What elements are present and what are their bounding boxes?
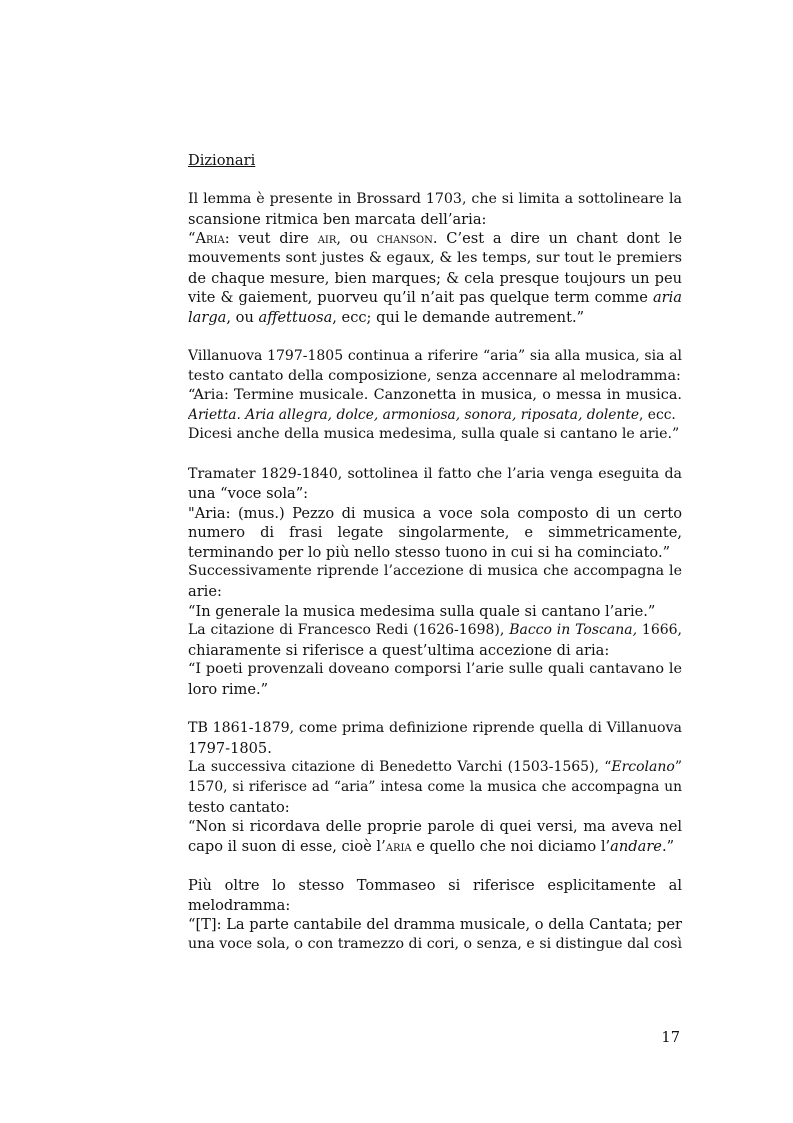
paragraph-tb [188, 719, 682, 856]
text-line: Arietta. Aria allegra, dolce, armoniosa, sonora, riposata, dolente, ecc. [188, 406, 676, 423]
text-line: testo cantato: [188, 798, 290, 816]
text-line: melodramma: [188, 896, 291, 914]
text-line: "Aria: (mus.) Pezzo di musica a voce sola composto di un certo [188, 504, 682, 522]
text-line: chiaramente si riferisce a quest’ultima accezione di aria: [188, 641, 610, 659]
text-line: La successiva citazione di Benedetto Varchi (1503-1565), “Ercolano” [188, 759, 682, 776]
paragraph-tramater [188, 465, 682, 700]
text-line: Successivamente riprende l’accezione di musica che accompagna le [188, 563, 682, 580]
text-line: larga, ou affettuosa, ecc; qui le demande autrement.” [188, 308, 585, 326]
text-line: La citazione di Francesco Redi (1626-1698), Bacco in Toscana, 1666, [188, 622, 682, 639]
text-line: vite & gaiement, puorveu qu’il n’ait pas quelque term comme aria [188, 289, 682, 307]
text-line: Dicesi anche della musica medesima, sulla quale si cantano le arie.” [188, 426, 680, 443]
text-line: 1570, si riferisce ad “aria” intesa come la musica che accompagna un [188, 779, 682, 795]
paragraph-brossard [188, 190, 682, 327]
section-heading: Dizionari [188, 152, 256, 169]
text-line: Il lemma è presente in Brossard 1703, che si limita a sottolineare la [188, 191, 682, 208]
text-line: “In generale la musica medesima sulla quale si cantano l’arie.” [188, 602, 656, 620]
text-line: Villanuova 1797-1805 continua a riferire “aria” sia alla musica, sia al [188, 347, 682, 364]
paragraph-tommaseo [188, 876, 682, 954]
text-line: Più oltre lo stesso Tommaseo si riferisce esplicitamente al [188, 876, 682, 894]
text-line: arie: [188, 583, 222, 601]
text-line: “Non si ricordava delle proprie parole di quei versi, ma aveva nel [188, 818, 682, 836]
text-line: numero di frasi legate singolarmente, e simmetricamente, [188, 524, 682, 542]
text-line: scansione ritmica ben marcata dell’aria: [188, 210, 487, 228]
page-body [188, 151, 682, 954]
text-line: terminando per lo più nello stesso tuono in cui si ha cominciato.” [188, 543, 671, 561]
text-line: “Aria: veut dire air, ou chanson. C’est a dire un chant dont le [188, 230, 682, 248]
text-line: una voce sola, o con tramezzo di cori, o senza, e si distingue dal così [188, 935, 682, 952]
text-line: mouvements sont justes & egaux, & les temps, sur tout le premiers [188, 249, 682, 266]
text-line: de chaque mesure, bien marques; & cela presque toujours un peu [188, 269, 682, 287]
text-line: capo il suon di esse, cioè l’aria e quello che noi diciamo l’andare.” [188, 837, 675, 855]
text-line: TB 1861-1879, come prima definizione riprende quella di Villanuova [188, 720, 682, 737]
text-line: una “voce sola”: [188, 485, 309, 503]
text-line: “I poeti provenzali doveano comporsi l’arie sulle quali cantavano le [188, 661, 682, 678]
text-line: loro rime.” [188, 681, 269, 699]
paragraph-villanuova [188, 347, 682, 445]
text-line: “Aria: Termine musicale. Canzonetta in musica, o messa in musica. [188, 387, 682, 404]
text-line: 1797-1805. [188, 739, 272, 757]
text-line: “[T]: La parte cantabile del dramma musicale, o della Cantata; per [188, 916, 682, 934]
text-line: testo cantato della composizione, senza accennare al melodramma: [188, 367, 681, 384]
text-line: Tramater 1829-1840, sottolinea il fatto che l’aria venga eseguita da [188, 465, 682, 482]
page-number: 17 [661, 1029, 680, 1046]
